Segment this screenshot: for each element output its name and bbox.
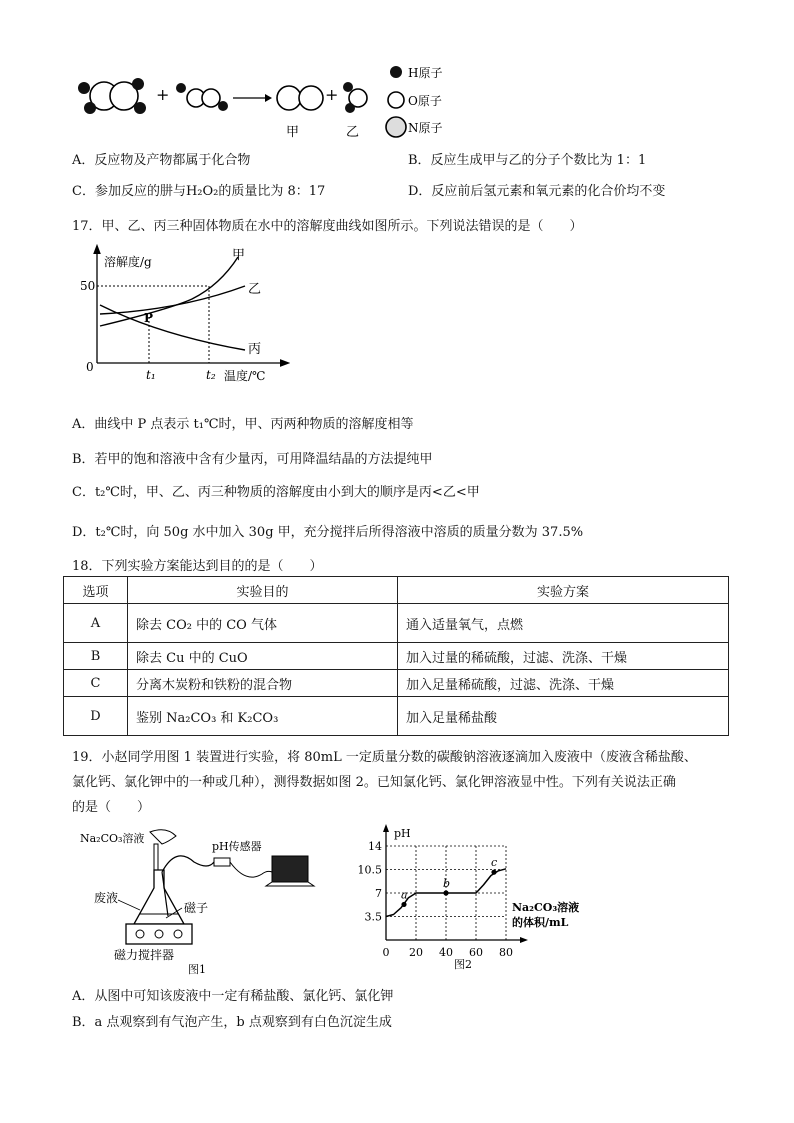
point-c [491,870,496,875]
table-row [64,670,729,697]
nitrogen-molecule [277,86,323,110]
curve-bing [100,305,245,350]
reaction-diagram [70,60,490,145]
header-plan: 实验方案 [398,577,729,604]
label-sodium-carbonate: Na₂CO₃溶液 [80,832,145,845]
row-plan: 加入足量稀硫酸，过滤、洗涤、干燥 [398,670,729,697]
hydrogen-peroxide-molecule [176,83,228,111]
svg-text:+: + [156,85,170,104]
y-axis-arrow [383,824,389,832]
x-tick-label: 0 [382,946,390,959]
chart-xlabel: 温度/℃ [224,369,266,383]
q19-option-b: B．a 点观察到有气泡产生，b 点观察到有白色沉淀生成 [72,1015,392,1030]
product-label-jia: 甲 [286,125,300,140]
row-purpose: 除去 Cu 中的 CuO [128,643,398,670]
q18-stem: 18．下列实验方案能达到目的的是（ ） [72,559,323,574]
q16-option-d: D．反应前后氢元素和氧元素的化合价均不变 [408,184,666,199]
figure1-caption: 图1 [188,963,206,976]
q17-option-c: C．t₂℃时，甲、乙、丙三种物质的溶解度由小到大的顺序是丙<乙<甲 [72,485,480,500]
point-label-a: a [401,888,408,902]
y-tick-label: 7 [375,887,382,900]
row-option: A [64,604,128,643]
x-tick-t1: t₁ [146,368,156,382]
point-b [443,890,448,895]
ph-chart-ticks [358,840,514,959]
label-magnetic-stirrer: 磁力搅拌器 [114,948,175,962]
series-label-yi: 乙 [248,282,262,297]
hydrazine-molecule [78,78,146,114]
header-option: 选项 [64,577,128,604]
legend-o-atom: O原子 [408,94,442,108]
series-label-bing: 丙 [248,342,262,357]
chart-origin: 0 [86,360,94,374]
label-stir-bar: 磁子 [184,901,209,915]
header-purpose: 实验目的 [128,577,398,604]
row-plan: 通入适量氧气，点燃 [398,604,729,643]
q17-option-a: A．曲线中 P 点表示 t₁℃时，甲、丙两种物质的溶解度相等 [72,417,414,432]
ph-chart-points [401,856,497,907]
y-tick-label: 14 [368,840,382,853]
product-label-yi: 乙 [346,125,360,140]
water-molecule [343,82,367,113]
row-option: D [64,697,128,736]
x-tick-label: 80 [499,946,513,959]
label-ph-sensor: pH传感器 [212,840,262,853]
ph-sensor-icon [214,858,230,866]
point-label-c: c [491,856,498,870]
legend-h-atom: H原子 [408,66,443,80]
ph-ylabel: pH [394,827,411,840]
reaction-arrow [233,94,272,102]
table-row [64,643,729,670]
hand-icon [150,830,176,844]
experiment-table [63,576,729,736]
q17-stem: 17．甲、乙、丙三种固体物质在水中的溶解度曲线如图所示。下列说法错误的是（ ） [72,219,583,234]
legend-n-atom: N原子 [408,121,443,135]
flask-icon [134,870,184,924]
table-header [64,577,729,604]
ph-xlabel-line2: 的体积/mL [512,916,569,929]
q19-stem-line2: 氯化钙、氯化钾中的一种或几种），测得数据如图 2。已知氯化钙、氯化钾溶液显中性。下列有关说法正确 [72,775,676,790]
atom-legend [386,66,443,137]
row-purpose: 鉴别 Na₂CO₃ 和 K₂CO₃ [128,697,398,736]
row-purpose: 分离木炭粉和铁粉的混合物 [128,670,398,697]
x-axis-arrow [520,937,528,943]
ph-xlabel-line1: Na₂CO₃溶液 [512,901,580,914]
series-label-jia: 甲 [232,248,246,263]
solubility-chart [80,245,290,385]
q17-option-b: B．若甲的饱和溶液中含有少量丙，可用降温结晶的方法提纯甲 [72,452,433,467]
q16-option-b: B．反应生成甲与乙的分子个数比为 1：1 [408,153,647,168]
point-a [401,902,406,907]
q19-stem-line3: 的是（ ） [72,800,151,815]
table-row [64,697,729,736]
q19-option-a: A．从图中可知该废液中一定有稀盐酸、氯化钙、氯化钾 [72,989,394,1004]
laptop-icon [272,856,308,882]
figure2-caption: 图2 [454,958,472,971]
sensor-cable [162,856,214,872]
row-plan: 加入足量稀盐酸 [398,697,729,736]
q19-stem-line1: 19．小赵同学用图 1 装置进行实验，将 80mL 一定质量分数的碳酸钠溶液逐滴加入废液中（废液含稀盐酸、 [72,750,697,765]
chart-ylabel: 溶解度/g [104,255,152,269]
label-waste-liquid: 废液 [94,891,119,905]
x-tick-label: 40 [439,946,453,959]
row-option: C [64,670,128,697]
table-row [64,604,729,643]
point-label-b: b [443,877,451,890]
x-tick-t2: t₂ [206,368,216,382]
svg-text:+: + [325,85,339,104]
y-tick-label: 10.5 [357,863,382,877]
q17-option-d: D．t₂℃时，向 50g 水中加入 30g 甲，充分搅拌后所得溶液中溶质的质量分数为 37.5% [72,525,584,540]
q16-option-c: C．参加反应的肼与H₂O₂的质量比为 8：17 [72,184,326,199]
row-option: B [64,643,128,670]
x-tick-label: 60 [469,946,483,959]
ph-chart [357,818,590,978]
chart-y-tick-50: 50 [80,279,96,293]
y-tick-label: 3.5 [364,910,382,924]
q16-option-a: A．反应物及产物都属于化合物 [72,153,251,168]
point-p-label: P [144,311,154,325]
row-purpose: 除去 CO₂ 中的 CO 气体 [128,604,398,643]
x-tick-label: 20 [409,946,423,959]
row-plan: 加入过量的稀硫酸，过滤、洗涤、干燥 [398,643,729,670]
apparatus-figure [76,826,326,976]
curve-yi [100,286,245,314]
